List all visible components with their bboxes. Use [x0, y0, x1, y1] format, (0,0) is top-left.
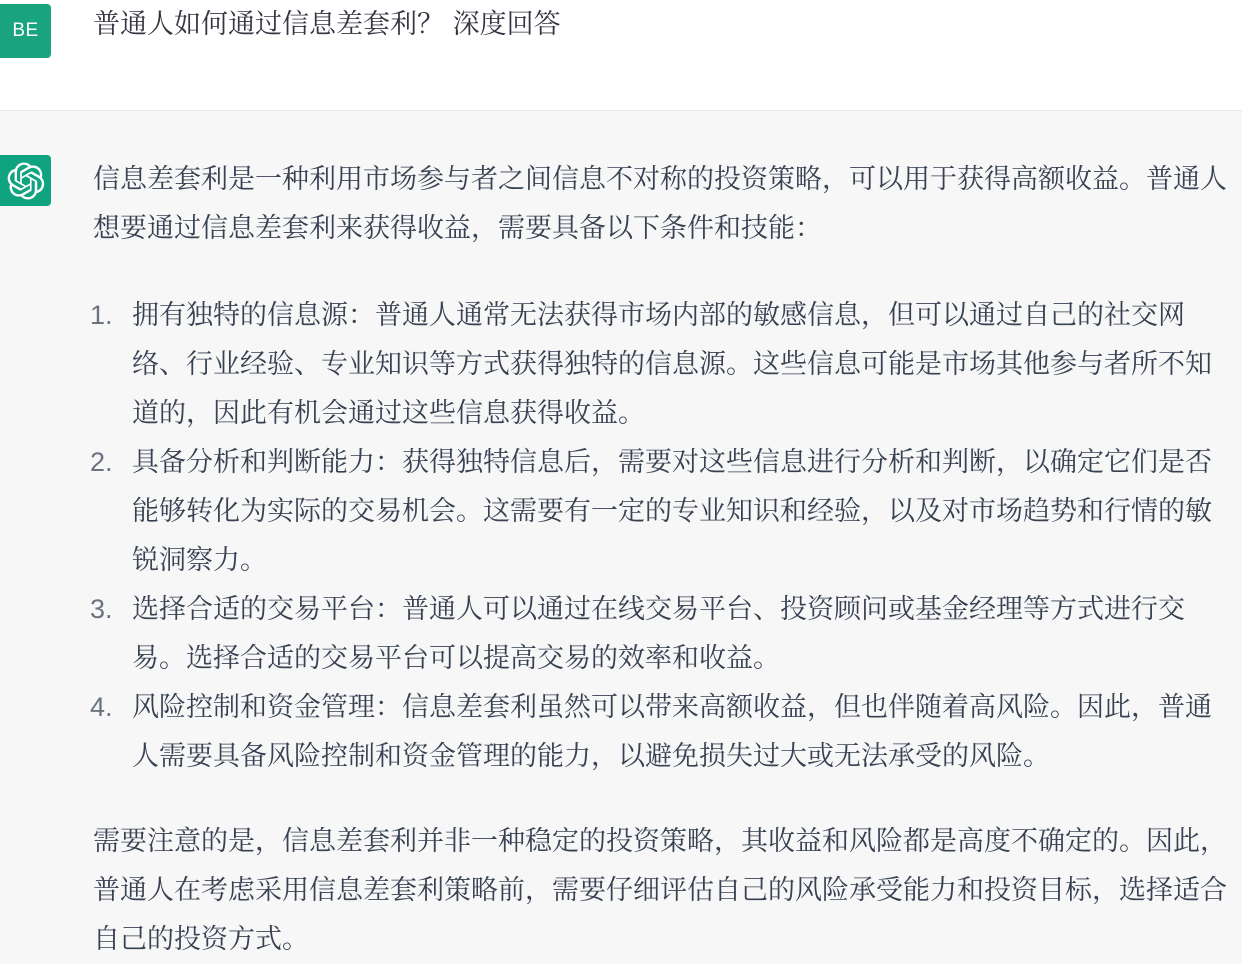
user-avatar: BE: [0, 4, 51, 58]
assistant-numbered-list: [90, 291, 1233, 781]
list-item: [90, 291, 1233, 438]
list-item-text: 风险控制和资金管理：信息差套利虽然可以带来高额收益，但也伴随着高风险。因此，普通人需要具备风险控制和资金管理的能力，以避免损失过大或无法承受的风险。: [132, 692, 1212, 772]
openai-logo-icon: [0, 155, 51, 206]
user-message-row: [0, 0, 1242, 111]
assistant-message-row: [0, 111, 1242, 963]
list-item: [90, 438, 1233, 585]
list-item-number: 3.: [90, 594, 113, 624]
list-item-number: 4.: [90, 692, 113, 722]
user-message-text: 普通人如何通过信息差套利？ 深度回答: [93, 9, 561, 40]
list-item: [90, 585, 1233, 683]
list-item-text: 具备分析和判断能力：获得独特信息后，需要对这些信息进行分析和判断，以确定它们是否能够转化为实际的交易机会。这需要有一定的专业知识和经验，以及对市场趋势和行情的敏锐洞察力。: [132, 447, 1212, 576]
assistant-message-content: [90, 155, 1233, 964]
list-item-text: 拥有独特的信息源：普通人通常无法获得市场内部的敏感信息，但可以通过自己的社交网络、行业经验、专业知识等方式获得独特的信息源。这些信息可能是市场其他参与者所不知道的，因此有机会通过这些信息获得收益。: [132, 300, 1212, 429]
list-item-number: 1.: [90, 300, 113, 330]
assistant-conclusion-paragraph: 需要注意的是，信息差套利并非一种稳定的投资策略，其收益和风险都是高度不确定的。因此，普通人在考虑采用信息差套利策略前，需要仔细评估自己的风险承受能力和投资目标，选择适合自己的投资方式。: [93, 826, 1227, 955]
assistant-intro-paragraph: 信息差套利是一种利用市场参与者之间信息不对称的投资策略，可以用于获得高额收益。普通人想要通过信息差套利来获得收益，需要具备以下条件和技能：: [93, 164, 1227, 244]
list-item-number: 2.: [90, 447, 113, 477]
list-item-text: 选择合适的交易平台：普通人可以通过在线交易平台、投资顾问或基金经理等方式进行交易。选择合适的交易平台可以提高交易的效率和收益。: [132, 594, 1185, 674]
list-item: [90, 683, 1233, 781]
